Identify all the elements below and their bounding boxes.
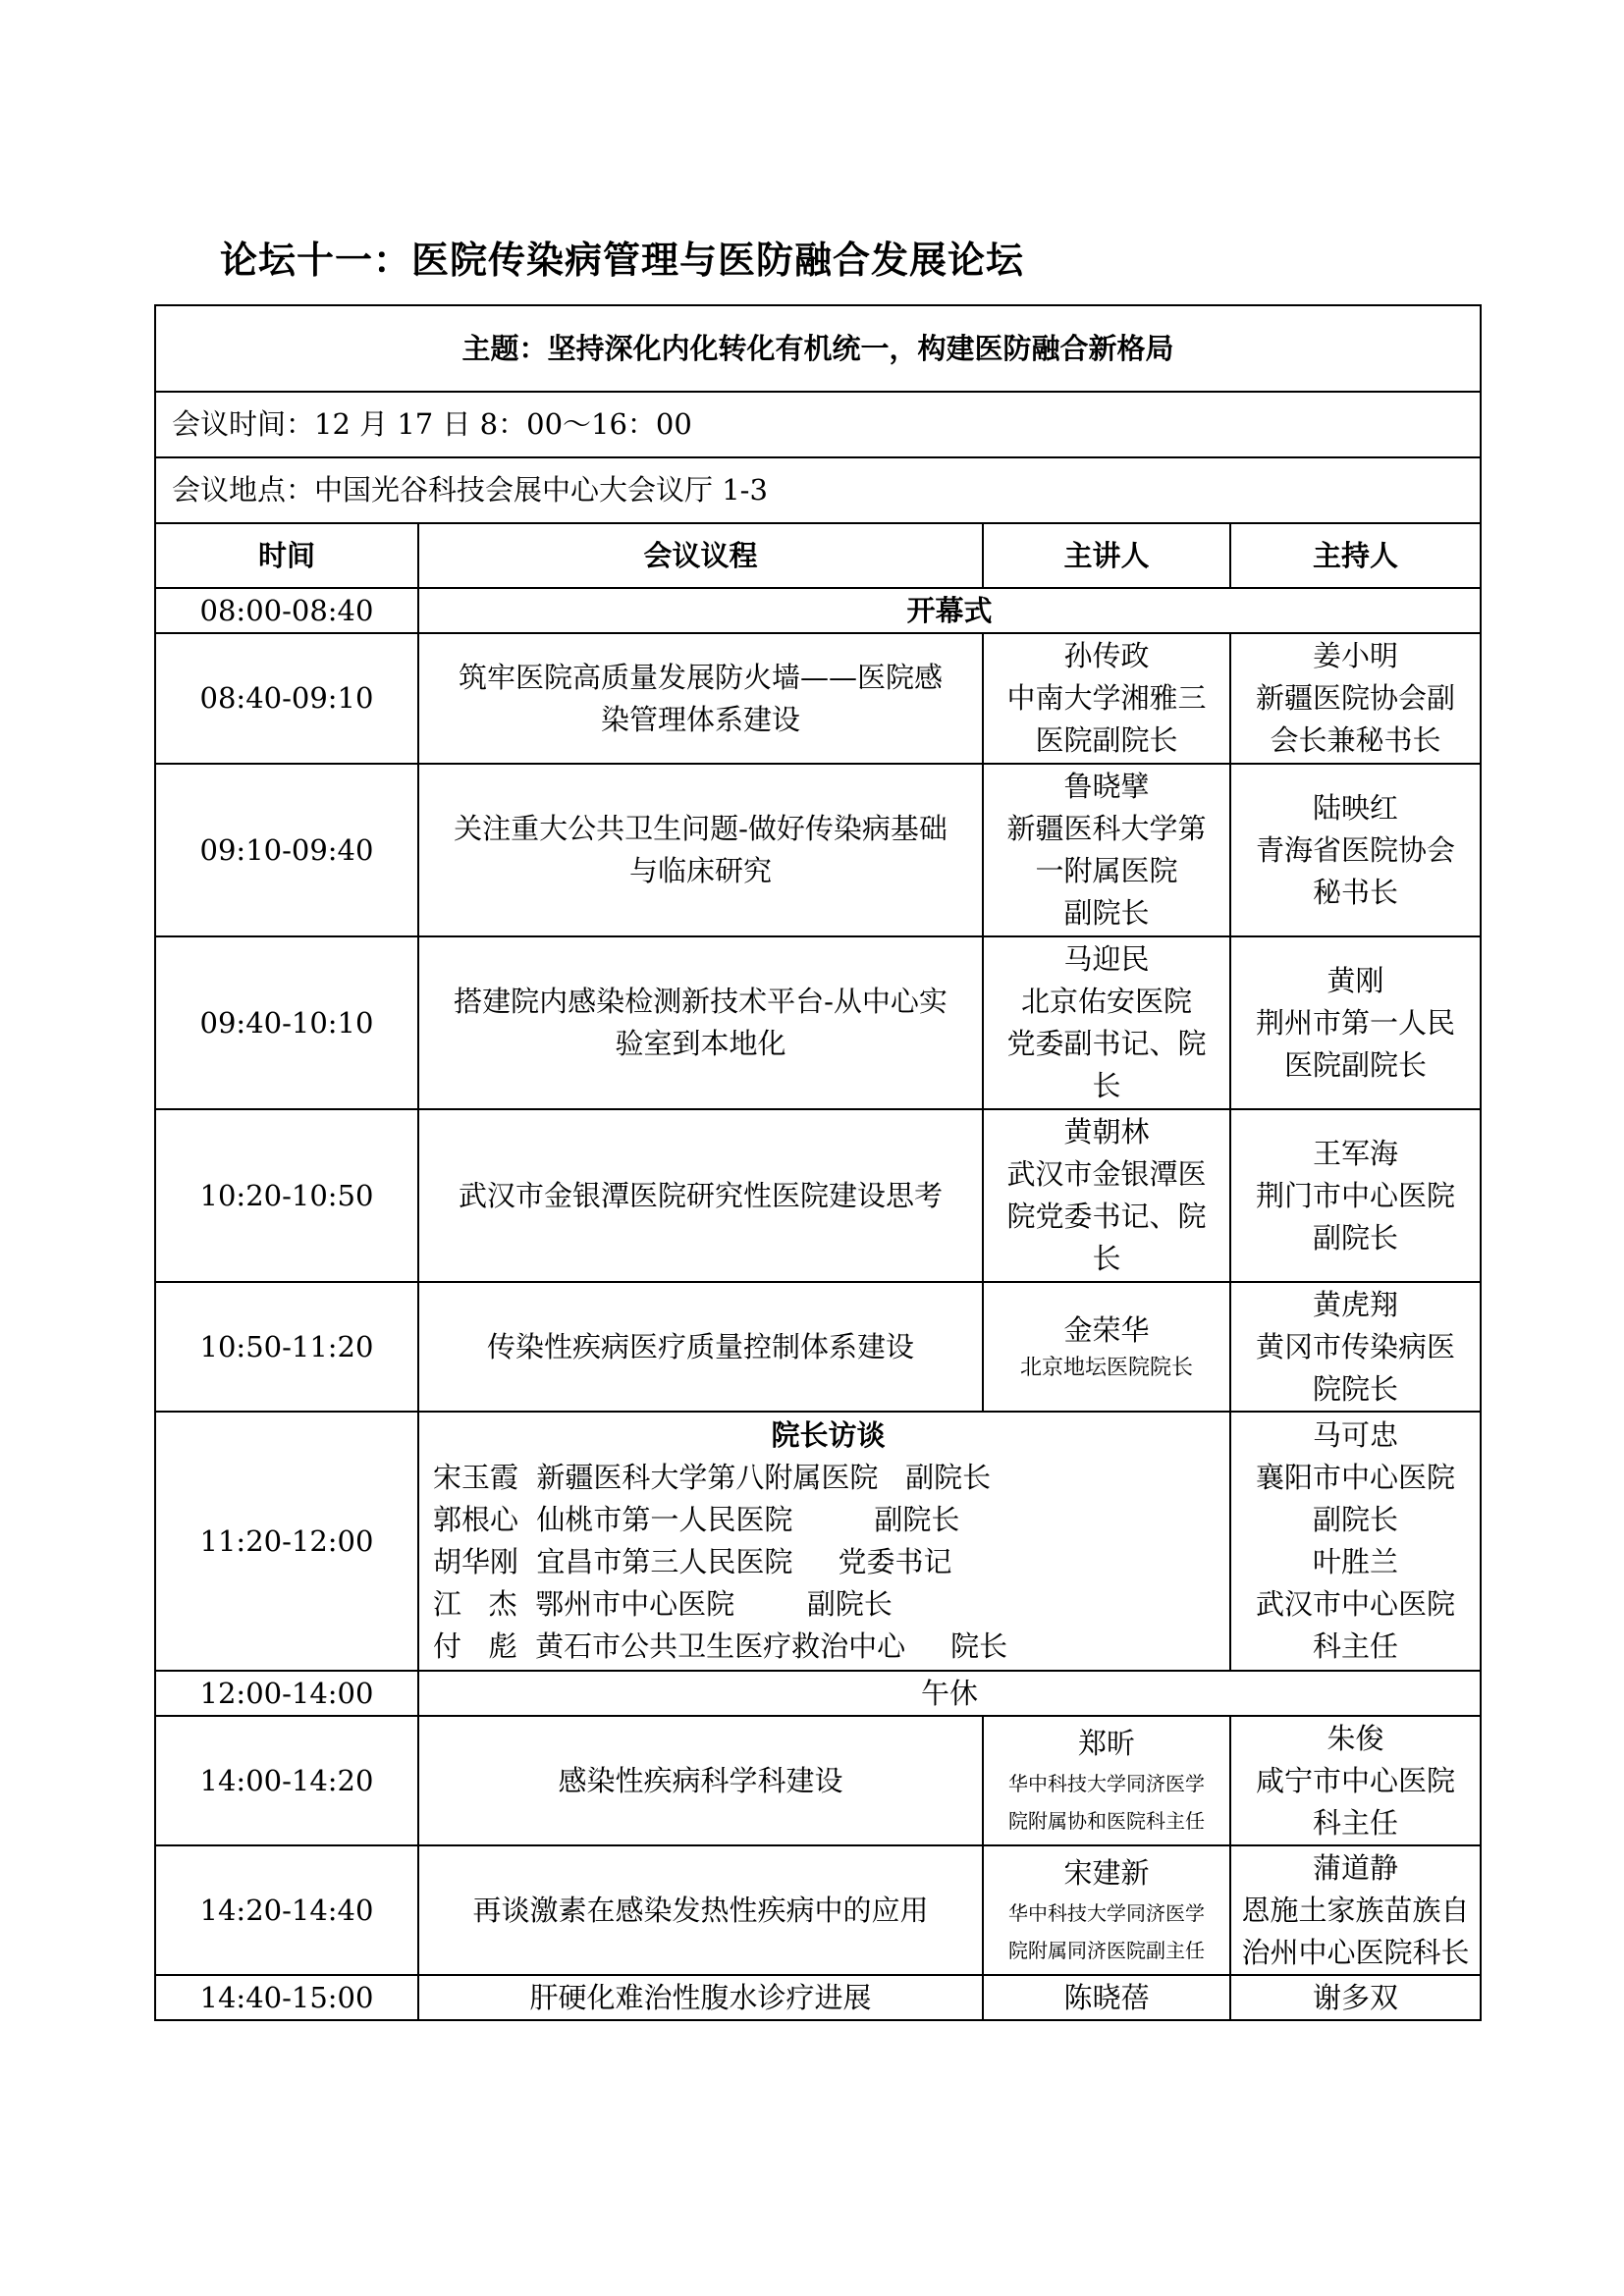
- host-cell: 马可忠 襄阳市中心医院 副院长 叶胜兰 武汉市中心医院 科主任: [1230, 1412, 1481, 1671]
- theme-text: 主题：坚持深化内化转化有机统一，构建医防融合新格局: [155, 305, 1481, 392]
- forum-participant: 胡华刚 宜昌市第三人民医院 党委书记: [433, 1545, 952, 1578]
- header-time: 时间: [155, 523, 418, 588]
- time-cell: 12:00-14:00: [155, 1671, 418, 1716]
- theme-row: [155, 305, 1481, 392]
- time-cell: 09:40-10:10: [155, 936, 418, 1109]
- document-title: 论坛十一：医院传染病管理与医防融合发展论坛: [220, 239, 1025, 282]
- host-cell: 朱俊 咸宁市中心医院 科主任: [1230, 1716, 1481, 1845]
- speaker-cell: 鲁晓擘 新疆医科大学第 一附属医院 副院长: [983, 764, 1230, 936]
- topic-cell: 再谈激素在感染发热性疾病中的应用: [418, 1845, 983, 1975]
- agenda-table: [154, 304, 1482, 2021]
- speaker-cell: 孙传政 中南大学湘雅三 医院副院长: [983, 633, 1230, 764]
- forum-title: 院长访谈: [771, 1418, 886, 1452]
- opening-title: 开幕式: [418, 588, 1481, 633]
- lunch-row: [155, 1671, 1481, 1716]
- meeting-place: 会议地点：中国光谷科技会展中心大会议厅 1-3: [155, 457, 1481, 523]
- host-cell: 王军海 荆门市中心医院 副院长: [1230, 1109, 1481, 1282]
- topic-cell: 筑牢医院高质量发展防火墙——医院感 染管理体系建设: [418, 633, 983, 764]
- time-cell: 14:00-14:20: [155, 1716, 418, 1845]
- topic-cell: 感染性疾病科学科建设: [418, 1716, 983, 1845]
- meeting-time-row: [155, 392, 1481, 457]
- header-row: [155, 523, 1481, 588]
- forum-cell: [418, 1412, 1230, 1671]
- speaker-cell: 金荣华 北京地坛医院院长: [983, 1282, 1230, 1412]
- time-cell: 10:20-10:50: [155, 1109, 418, 1282]
- speaker-cell: 郑昕 华中科技大学同济医学 院附属协和医院科主任: [983, 1716, 1230, 1845]
- topic-cell: 关注重大公共卫生问题-做好传染病基础 与临床研究: [418, 764, 983, 936]
- meeting-time: 会议时间：12 月 17 日 8：00～16：00: [155, 392, 1481, 457]
- time-cell: 11:20-12:00: [155, 1412, 418, 1671]
- host-cell: 黄虎翔 黄冈市传染病医 院院长: [1230, 1282, 1481, 1412]
- table-row: [155, 1109, 1481, 1282]
- table-row: [155, 633, 1481, 764]
- forum-participant: 宋玉霞 新疆医科大学第八附属医院 副院长: [433, 1461, 992, 1494]
- time-cell: 08:00-08:40: [155, 588, 418, 633]
- opening-row: [155, 588, 1481, 633]
- time-cell: 14:20-14:40: [155, 1845, 418, 1975]
- topic-cell: 搭建院内感染检测新技术平台-从中心实 验室到本地化: [418, 936, 983, 1109]
- forum-row: [155, 1412, 1481, 1671]
- forum-participant: 江 杰 鄂州市中心医院 副院长: [433, 1587, 893, 1621]
- topic-cell: 肝硬化难治性腹水诊疗进展: [418, 1975, 983, 2020]
- host-cell: 黄刚 荆州市第一人民 医院副院长: [1230, 936, 1481, 1109]
- forum-participant: 付 彪 黄石市公共卫生医疗救治中心 院长: [433, 1629, 1008, 1663]
- table-row: [155, 1845, 1481, 1975]
- header-agenda: 会议议程: [418, 523, 983, 588]
- host-cell: 姜小明 新疆医院协会副 会长兼秘书长: [1230, 633, 1481, 764]
- time-cell: 14:40-15:00: [155, 1975, 418, 2020]
- table-row: [155, 1716, 1481, 1845]
- speaker-cell: 宋建新 华中科技大学同济医学 院附属同济医院副主任: [983, 1845, 1230, 1975]
- forum-participant: 郭根心 仙桃市第一人民医院 副院长: [433, 1503, 960, 1536]
- table-row: [155, 764, 1481, 936]
- time-cell: 10:50-11:20: [155, 1282, 418, 1412]
- host-cell: 陆映红 青海省医院协会 秘书长: [1230, 764, 1481, 936]
- header-speaker: 主讲人: [983, 523, 1230, 588]
- host-cell: 蒲道静 恩施土家族苗族自 治州中心医院科长: [1230, 1845, 1481, 1975]
- host-cell: 谢多双: [1230, 1975, 1481, 2020]
- time-cell: 09:10-09:40: [155, 764, 418, 936]
- header-host: 主持人: [1230, 523, 1481, 588]
- topic-cell: 武汉市金银潭医院研究性医院建设思考: [418, 1109, 983, 1282]
- time-cell: 08:40-09:10: [155, 633, 418, 764]
- topic-cell: 传染性疾病医疗质量控制体系建设: [418, 1282, 983, 1412]
- speaker-cell: 陈晓蓓: [983, 1975, 1230, 2020]
- speaker-cell: 黄朝林 武汉市金银潭医 院党委书记、院 长: [983, 1109, 1230, 1282]
- table-row: [155, 1282, 1481, 1412]
- table-row: [155, 936, 1481, 1109]
- lunch-label: 午休: [418, 1671, 1481, 1716]
- speaker-cell: 马迎民 北京佑安医院 党委副书记、院 长: [983, 936, 1230, 1109]
- table-row: [155, 1975, 1481, 2020]
- meeting-place-row: [155, 457, 1481, 523]
